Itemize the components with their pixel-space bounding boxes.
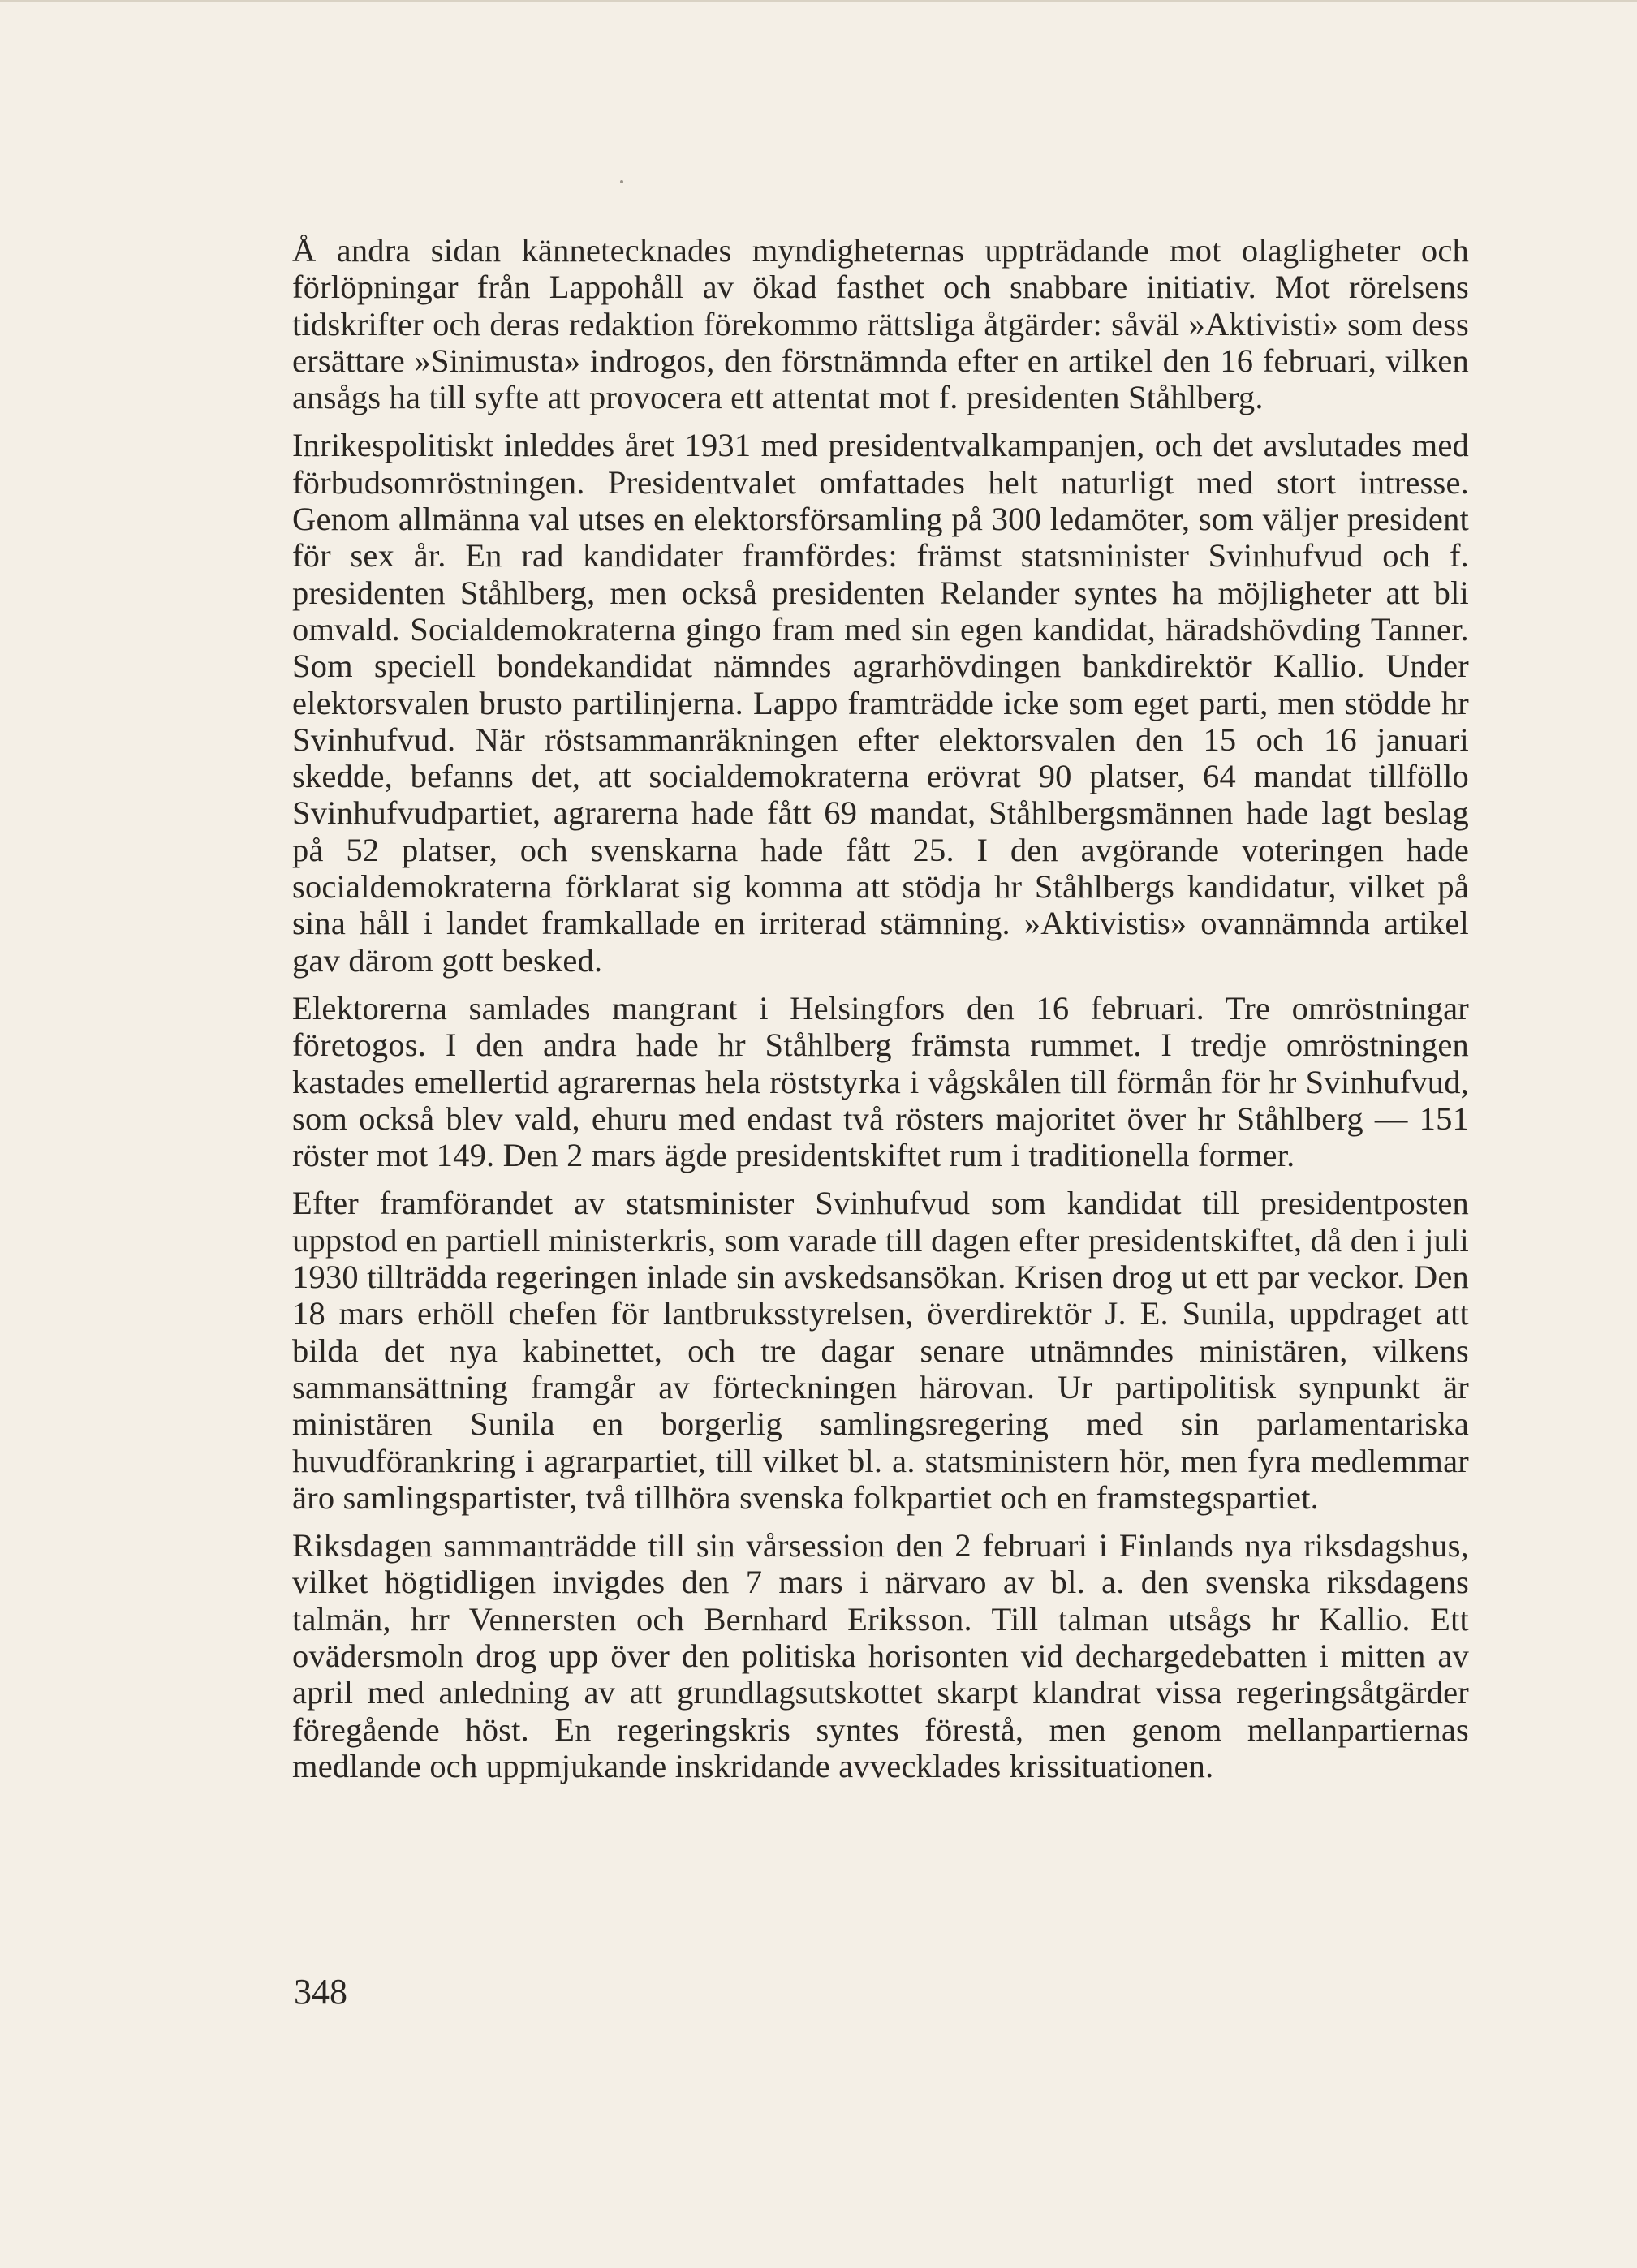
page-number: 348 <box>294 1972 347 2012</box>
paragraph-2: Inrikespolitiskt inleddes året 1931 med presidentvalkampanjen, och det avslutades med förbudsomröstningen. Presidentvalet omfattades helt naturligt med stort intresse. Genom allmänna val utses en elektorsförsamling på 300 ledamöter, som väljer president för sex år. En rad kandidater framfördes: främst statsminister Svinhufvud och f. presidenten Ståhlberg, men också presidenten Relander syntes ha möjligheter att bli omvald. Socialdemokraterna gingo fram med sin egen kandidat, häradshövding Tanner. Som speciell bondekandidat nämndes agrarhövdingen bankdirektör Kallio. Under elektorsvalen brusto partilinjerna. Lappo framträdde icke som eget parti, men stödde hr Svinhufvud. När röstsammanräkningen efter elektorsvalen den 15 och 16 januari skedde, befanns det, att socialdemokraterna erövrat 90 platser, 64 mandat tillföllo Svinhufvudpartiet, agrarerna hade fått 69 mandat, Ståhlbergsmännen hade lagt beslag på 52 platser, och svenskarna hade fått 25. I den avgörande voteringen hade socialdemokraterna förklarat sig komma att stödja hr Ståhlbergs kandidatur, vilket på sina håll i landet framkallade en irriterad stämning. »Aktivistis» ovannämnda artikel gav därom gott besked. <box>292 427 1469 979</box>
paragraph-5: Riksdagen sammanträdde till sin vårsession den 2 februari i Finlands nya riksdagshus, vilket högtidligen invigdes den 7 mars i närvaro av bl. a. den svenska riksdagens talmän, hrr Vennersten och Bernhard Eriksson. Till talman utsågs hr Kallio. Ett ovädersmoln drog upp över den politiska horisonten vid dechargedebatten i mitten av april med anledning av att grundlagsutskottet skarpt klandrat vissa regeringsåtgärder föregående höst. En regeringskris syntes förestå, men genom mellanpartiernas medlande och uppmjukande inskridande avvecklades krissituationen. <box>292 1527 1469 1784</box>
paragraph-1: Å andra sidan kännetecknades myndigheternas uppträdande mot olagligheter och förlöpningar från Lappohåll av ökad fasthet och snabbare initiativ. Mot rörelsens tidskrifter och deras redaktion förekommo rättsliga åtgärder: såväl »Aktivisti» som dess ersättare »Sinimusta» indrogos, den förstnämnda efter en artikel den 16 februari, vilken ansågs ha till syfte att provocera ett attentat mot f. presidenten Ståhlberg. <box>292 232 1469 416</box>
print-speck <box>620 180 623 183</box>
paragraph-3: Elektorerna samlades mangrant i Helsingfors den 16 februari. Tre omröstningar företogos. I den andra hade hr Ståhlberg främsta rummet. I tredje omröstningen kastades emellertid agrarernas hela röststyrka i vågskålen till förmån för hr Svinhufvud, som också blev vald, ehuru med endast två rösters majoritet över hr Ståhlberg — 151 röster mot 149. Den 2 mars ägde presidentskiftet rum i traditionella former. <box>292 989 1469 1174</box>
paragraph-4: Efter framförandet av statsminister Svinhufvud som kandidat till presidentposten uppstod en partiell ministerkris, som varade till dagen efter presidentskiftet, då den i juli 1930 tillträdda regeringen inlade sin avskedsansökan. Krisen drog ut ett par veckor. Den 18 mars erhöll chefen för lantbruksstyrelsen, överdirektör J. E. Sunila, uppdraget att bilda det nya kabinettet, och tre dagar senare utnämndes ministären, vilkens sammansättning framgår av förteckningen härovan. Ur partipolitisk synpunkt är ministären Sunila en borgerlig samlingsregering med sin parlamentariska huvudförankring i agrarpartiet, till vilket bl. a. statsministern hör, men fyra medlemmar äro samlingspartister, två tillhöra svenska folkpartiet och en framstegspartiet. <box>292 1185 1469 1516</box>
top-edge-rule <box>0 0 1637 2</box>
body-text <box>292 232 1469 1796</box>
